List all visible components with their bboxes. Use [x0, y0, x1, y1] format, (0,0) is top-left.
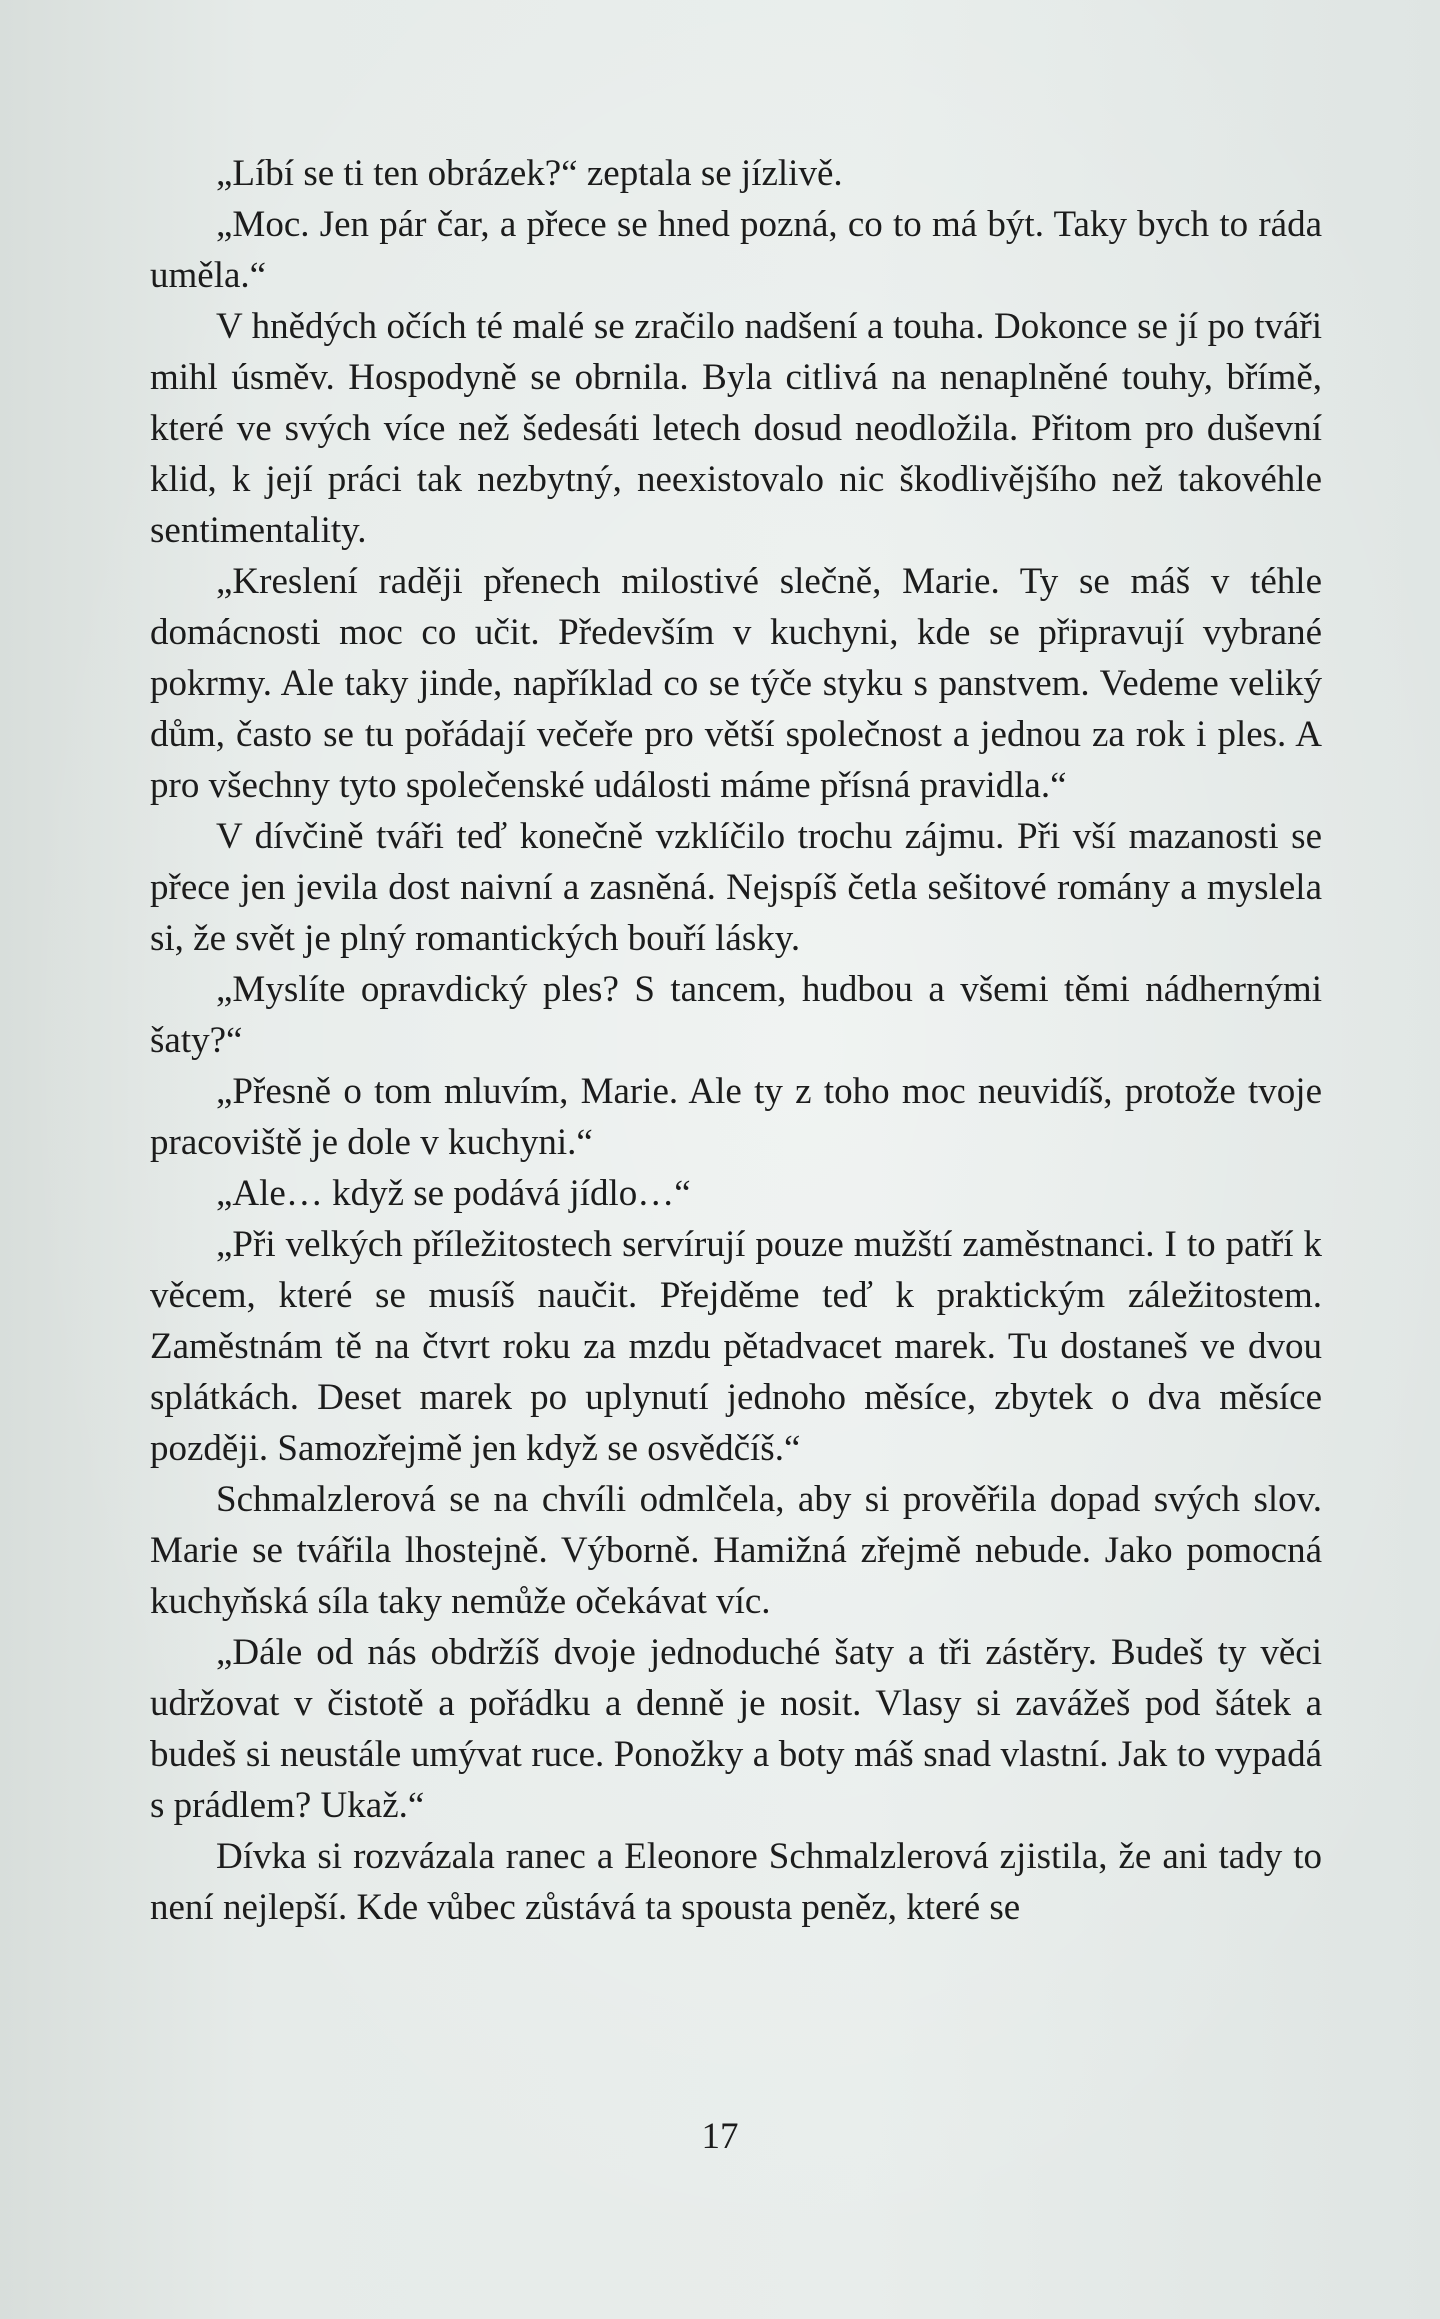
paragraph: „Moc. Jen pár čar, a přece se hned pozná, co to má být. Taky bych to ráda uměla.“: [150, 204, 1322, 296]
paragraph: „Ale… když se podává jídlo…“: [216, 1173, 691, 1214]
paragraph: V hnědých očích té malé se zračilo nadšení a touha. Dokonce se jí po tváři mihl úsměv. Hospodyně se obrnila. Byla citlivá na nenaplněné touhy, břímě, které ve svých více než šedesáti letech dosud neodložila. Přitom pro duševní klid, k její práci tak nezbytný, neexistovalo nic škodlivějšího než takovéhle sentimentality.: [150, 306, 1322, 551]
paragraph: „Líbí se ti ten obrázek?“ zeptala se jízlivě.: [216, 153, 843, 194]
body-text: [150, 148, 1322, 1933]
paragraph: Schmalzlerová se na chvíli odmlčela, aby si prověřila dopad svých slov. Marie se tvářila lhostejně. Výborně. Hamižná zřejmě nebude. Jako pomocná kuchyňská síla taky nemůže očekávat víc.: [150, 1479, 1322, 1622]
paragraph: „Kreslení raději přenech milostivé slečně, Marie. Ty se máš v téhle domácnosti moc co učit. Především v kuchyni, kde se připravují vybrané pokrmy. Ale taky jinde, například co se týče styku s panstvem. Vedeme veliký dům, často se tu pořádají večeře pro větší společnost a jednou za rok i ples. A pro všechny tyto společenské události máme přísná pravidla.“: [150, 561, 1322, 806]
paragraph: „Přesně o tom mluvím, Marie. Ale ty z toho moc neuvidíš, protože tvoje pracoviště je dole v kuchyni.“: [150, 1071, 1322, 1163]
paragraph: Dívka si rozvázala ranec a Eleonore Schmalzlerová zjistila, že ani tady to není nejlepší. Kde vůbec zůstává ta spousta peněz, které se: [150, 1836, 1322, 1928]
paragraph: „Dále od nás obdržíš dvoje jednoduché šaty a tři zástěry. Budeš ty věci udržovat v čistotě a pořádku a denně je nosit. Vlasy si zavážeš pod šátek a budeš si neustále umývat ruce. Ponožky a boty máš snad vlastní. Jak to vypadá s prádlem? Ukaž.“: [150, 1632, 1322, 1826]
paragraph: V dívčině tváři teď konečně vzklíčilo trochu zájmu. Při vší mazanosti se přece jen jevila dost naivní a zasněná. Nejspíš četla sešitové romány a myslela si, že svět je plný romantických bouří lásky.: [150, 816, 1322, 959]
paragraph: „Myslíte opravdický ples? S tancem, hudbou a všemi těmi nádhernými šaty?“: [150, 969, 1322, 1061]
paragraph: „Při velkých příležitostech servírují pouze mužští zaměstnanci. I to patří k věcem, které se musíš naučit. Přejděme teď k praktickým záležitostem. Zaměstnám tě na čtvrt roku za mzdu pětadvacet marek. Tu dostaneš ve dvou splátkách. Deset marek po uplynutí jednoho měsíce, zbytek o dva měsíce později. Samozřejmě jen když se osvědčíš.“: [150, 1224, 1322, 1469]
page-number: 17: [701, 2116, 739, 2157]
